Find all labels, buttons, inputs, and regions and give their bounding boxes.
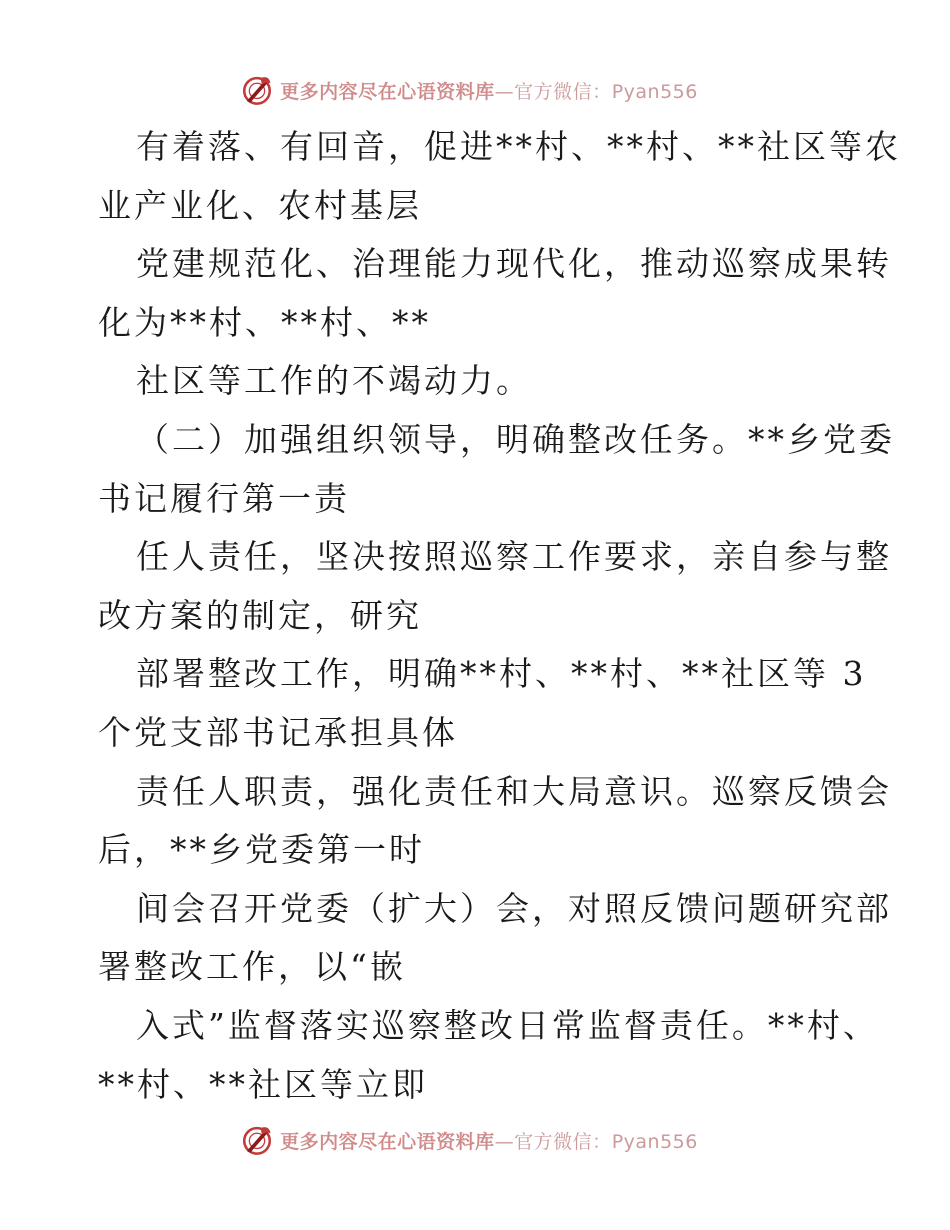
text-line: 社区等工作的不竭动力。 <box>136 361 532 401</box>
footer-watermark-inner <box>240 1123 698 1157</box>
text-line: 业产业化、农村基层 <box>98 185 422 225</box>
watermark-wechat-id: Pyan556 <box>611 80 698 103</box>
watermark-dash: — <box>494 1130 515 1153</box>
watermark-wechat-label: 官方微信： <box>514 1130 612 1153</box>
text-line: 部署整改工作，明确**村、**村、**社区等 3 <box>136 654 867 694</box>
text-line: 书记履行第一责 <box>98 478 350 518</box>
document-body <box>98 118 901 1114</box>
text-line: 署整改工作，以“嵌 <box>98 947 406 987</box>
text-line: 化为**村、**村、** <box>98 302 431 342</box>
watermark-site-name: 更多内容尽在心语资料库 <box>280 80 495 103</box>
text-line: 党建规范化、治理能力现代化，推动巡察成果转 <box>136 244 892 284</box>
quill-logo-icon <box>240 1123 274 1157</box>
text-line: 后，**乡党委第一时 <box>98 830 425 870</box>
footer-watermark-text <box>280 1127 698 1154</box>
header-watermark <box>0 68 950 112</box>
text-line: 改方案的制定，研究 <box>98 595 422 635</box>
watermark-wechat-id: Pyan556 <box>611 1130 698 1153</box>
watermark-wechat-label: 官方微信： <box>514 80 612 103</box>
text-line: 责任人职责，强化责任和大局意识。巡察反馈会 <box>136 771 892 811</box>
header-watermark-inner <box>240 73 698 107</box>
section-heading-line: （二）加强组织领导，明确整改任务。**乡党委 <box>136 419 895 459</box>
quill-logo-icon <box>240 73 274 107</box>
watermark-site-name: 更多内容尽在心语资料库 <box>280 1130 495 1153</box>
text-line: 任人责任，坚决按照巡察工作要求，亲自参与整 <box>136 537 892 577</box>
text-line: 个党支部书记承担具体 <box>98 712 458 752</box>
watermark-dash: — <box>494 80 515 103</box>
footer-watermark <box>0 1118 950 1162</box>
text-line: 间会召开党委（扩大）会，对照反馈问题研究部 <box>136 888 892 928</box>
text-line: **村、**社区等立即 <box>98 1064 428 1104</box>
header-watermark-text <box>280 77 698 104</box>
text-line: 有着落、有回音，促进**村、**村、**社区等农 <box>136 127 901 166</box>
text-line: 入式”监督落实巡察整改日常监督责任。**村、 <box>136 1005 879 1045</box>
